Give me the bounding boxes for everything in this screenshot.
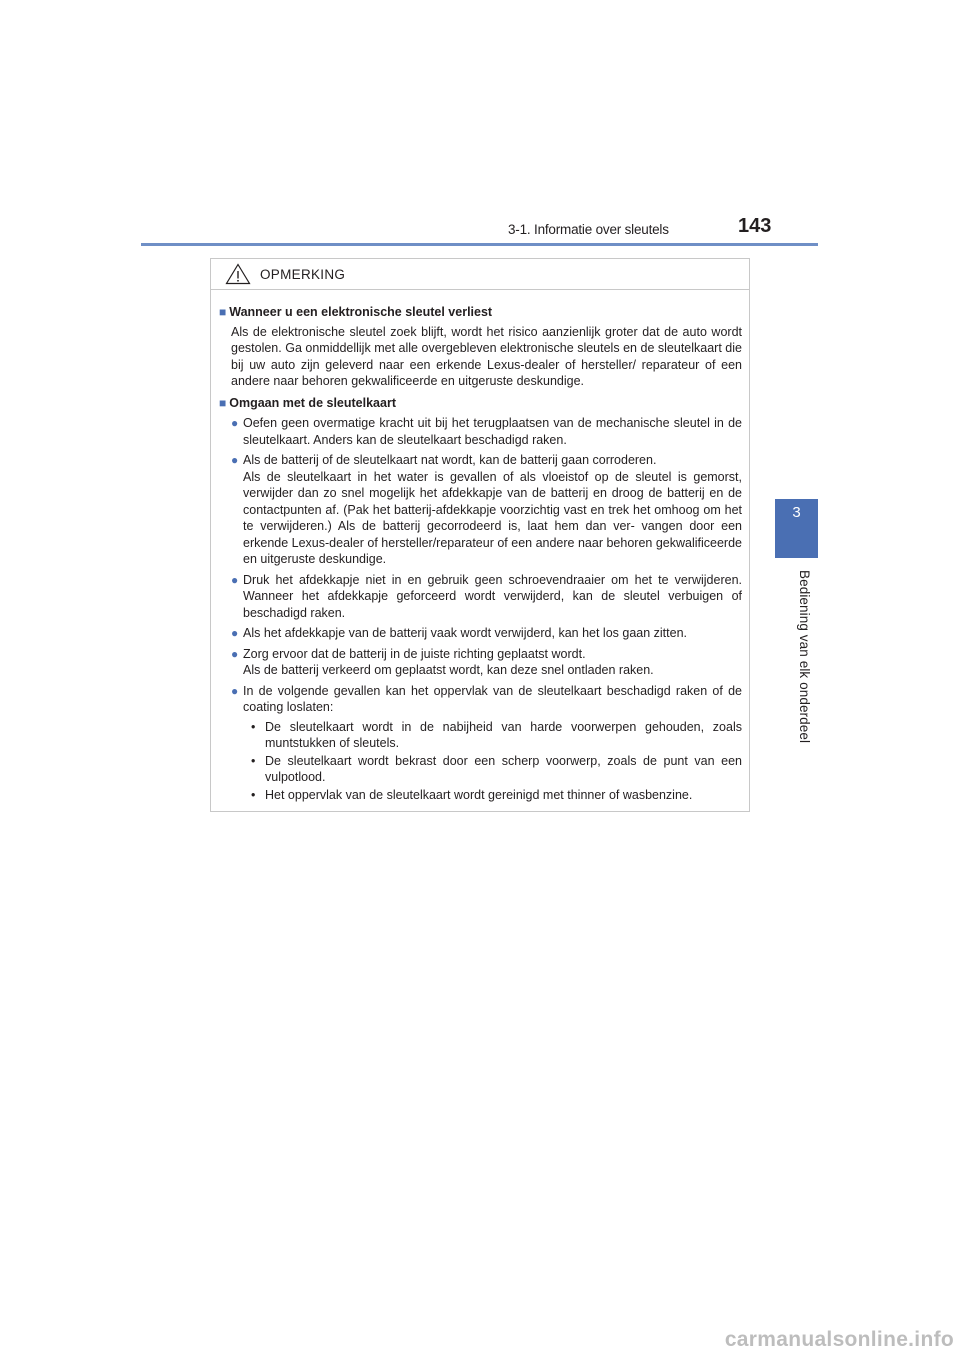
- sub-list-item-text: De sleutelkaart wordt bekrast door een scherp voorwerp, zoals de punt van een vulpotlood.: [265, 753, 742, 784]
- list-item-line: Als de sleutelkaart in het water is gevallen of als vloeistof op de sleutel is gemorst, verwijder dan zo snel mogelijk het afdekkapje van de batterij en droog de batterij en de contactpunten af. (Pak het batterij-afdekkapje voorzichtig vast en trek het omhoog om het te verwijderen.) Als de batterij gecorrodeerd is, laat hem dan ver- vangen door een erkende Lexus-dealer of hersteller/reparateur of een andere naar behoren gekwalificeerde en uitgeruste deskundige.: [243, 469, 742, 566]
- page-number: 143: [738, 215, 772, 237]
- list-item-line: Als de batterij of de sleutelkaart nat wordt, kan de batterij gaan corroderen.: [243, 453, 657, 467]
- list-item-text: [243, 452, 742, 568]
- list-item-text: Oefen geen overmatige kracht uit bij het terugplaatsen van de mechanische sleutel in de sleutelkaart. Anders kan de sleutelkaart beschadigd raken.: [243, 416, 742, 447]
- list-item: [219, 625, 742, 642]
- round-bullet-icon: ●: [231, 572, 239, 587]
- list-item-text: In de volgende gevallen kan het oppervlak van de sleutelkaart beschadigd raken of de coating loslaten:: [243, 683, 742, 714]
- dot-bullet-icon: •: [251, 753, 256, 768]
- chapter-title: Bediening van elk onderdeel: [797, 570, 812, 744]
- section-title: [219, 395, 742, 412]
- chapter-tab: [775, 499, 818, 558]
- notice-box: [210, 258, 750, 812]
- notice-body: [211, 290, 749, 803]
- notice-header: [211, 259, 749, 290]
- round-bullet-icon: ●: [231, 626, 239, 640]
- header-rule: [141, 243, 818, 246]
- list-item: [219, 646, 742, 679]
- section-text: Als de elektronische sleutel zoek blijft, wordt het risico aanzienlijk groter dat de auto wordt gestolen. Ga onmiddellijk met alle overgebleven elektronische sleutels en de sleutelkaart die bij uw auto zijn geleverd naar een erkende Lexus-dealer of hersteller/ reparateur of een andere naar behoren gekwalificeerde en uitgeruste deskundige.: [231, 324, 742, 388]
- list-item-line: Zorg ervoor dat de batterij in de juiste richting geplaatst wordt.: [243, 646, 586, 661]
- sub-list-item: [219, 753, 742, 786]
- round-bullet-icon: ●: [231, 683, 239, 698]
- list-item: [219, 415, 742, 448]
- square-bullet-icon: ■: [219, 395, 227, 410]
- notice-label: OPMERKING: [260, 266, 346, 282]
- sub-list-item: [219, 787, 742, 804]
- list-item: [219, 572, 742, 622]
- section-header: 3-1. Informatie over sleutels: [508, 222, 669, 237]
- section-title: [219, 304, 742, 321]
- list-item-line: Als de batterij verkeerd om geplaatst wordt, kan deze snel ontladen raken.: [243, 663, 654, 677]
- list-item: [219, 683, 742, 716]
- round-bullet-icon: ●: [231, 453, 239, 467]
- list-item: [219, 452, 742, 568]
- square-bullet-icon: ■: [219, 305, 227, 319]
- sub-list-item: [219, 719, 742, 752]
- chapter-number: 3: [792, 504, 801, 521]
- warning-triangle-icon: [225, 263, 251, 285]
- round-bullet-icon: ●: [231, 646, 239, 661]
- dot-bullet-icon: •: [251, 787, 256, 802]
- section-title-text: Wanneer u een elektronische sleutel verliest: [229, 305, 493, 319]
- list-item-text: Druk het afdekkapje niet in en gebruik geen schroevendraaier om het te verwijderen. Wanneer het afdekkapje geforceerd wordt verwijderd, kan de sleutel verbuigen of beschadigd raken.: [243, 572, 742, 620]
- list-item-text: Als het afdekkapje van de batterij vaak wordt verwijderd, kan het los gaan zitten.: [243, 626, 688, 640]
- section-title-text: Omgaan met de sleutelkaart: [229, 395, 396, 410]
- dot-bullet-icon: •: [251, 719, 256, 734]
- list-item-text: [243, 646, 742, 679]
- site-watermark: carmanualsonline.info: [724, 1328, 954, 1351]
- sub-list-item-text: Het oppervlak van de sleutelkaart wordt gereinigd met thinner of wasbenzine.: [265, 787, 693, 802]
- sub-list-item-text: De sleutelkaart wordt in de nabijheid van harde voorwerpen gehouden, zoals muntstukken of sleutels.: [265, 719, 742, 750]
- round-bullet-icon: ●: [231, 416, 239, 430]
